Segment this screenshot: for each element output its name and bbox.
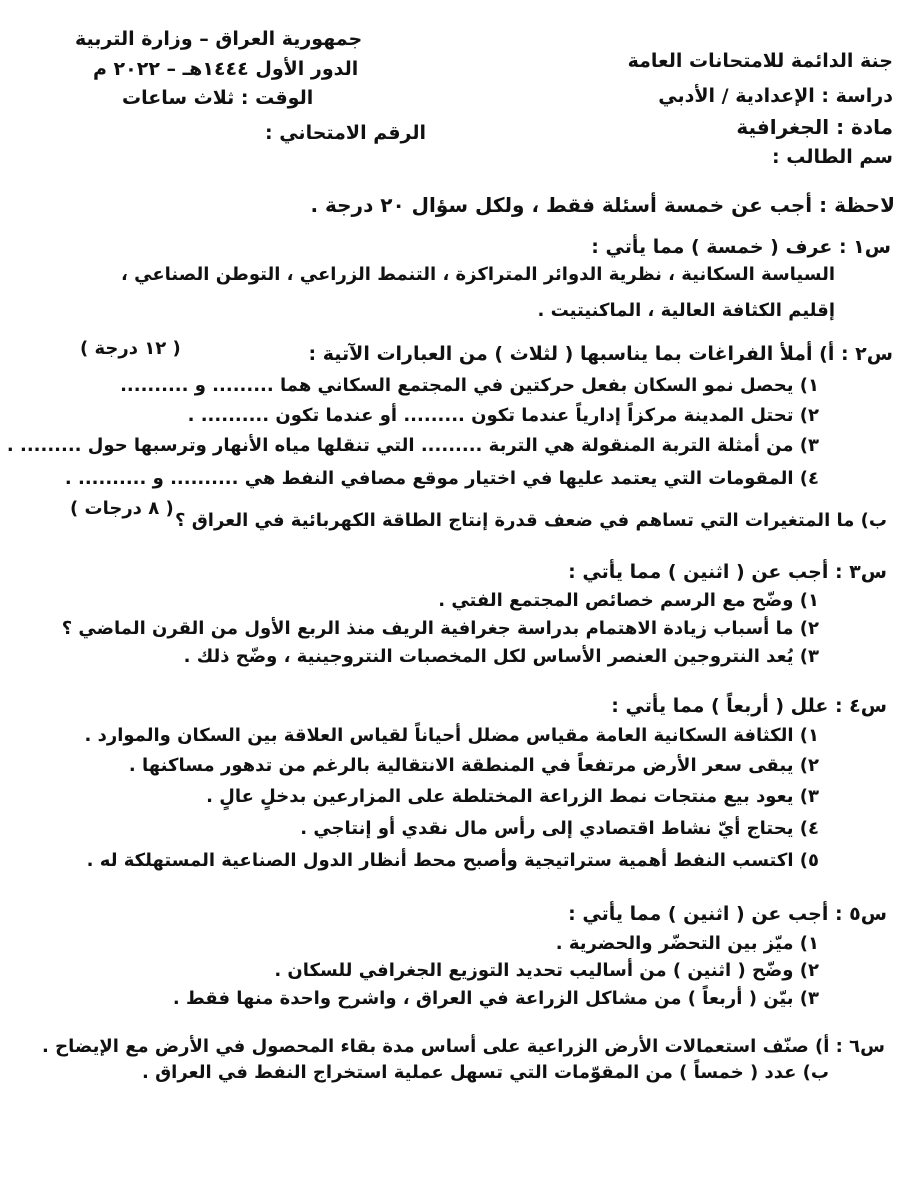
q2-grade-b: ( ٨ درجات ) [70, 498, 174, 519]
q4-item-5: ٥) اكتسب النفط أهمية ستراتيجية وأصبح محط أنظار الدول الصناعية المستهلكة له . [86, 850, 819, 871]
exam-note: لاحظة : أجب عن خمسة أسئلة فقط ، ولكل سؤال ٢٠ درجة . [310, 193, 895, 217]
q2-item-1: ١) يحصل نمو السكان بفعل حركتين في المجتمع السكاني هما ......... و .......... [120, 375, 819, 396]
q2-part-b: ب) ما المتغيرات التي تساهم في ضعف قدرة إنتاج الطاقة الكهربائية في العراق ؟ [174, 510, 887, 531]
q5-item-3: ٣) بيّن ( أربعاً ) من مشاكل الزراعة في العراق ، واشرح واحدة منها فقط . [172, 988, 819, 1009]
q3-item-3: ٣) يُعد النتروجين العنصر الأساس لكل المخصبات النتروجينية ، وضّح ذلك . [183, 646, 819, 667]
header-student: سم الطالب : [772, 146, 893, 168]
q2-grade-a: ( ١٢ درجة ) [80, 338, 181, 359]
q4-item-1: ١) الكثافة السكانية العامة مقياس مضلل أحياناً لقياس العلاقة بين السكان والموارد . [84, 725, 819, 746]
q5-item-1: ١) ميّز بين التحضّر والحضرية . [555, 933, 819, 954]
header-study: دراسة : الإعدادية / الأدبي [658, 85, 893, 107]
q1-line-1: السياسة السكانية ، نظرية الدوائر المتراكزة ، التنمط الزراعي ، التوطن الصناعي ، [121, 264, 835, 285]
q3-item-2: ٢) ما أسباب زيادة الاهتمام بدراسة جغرافية الريف منذ الربع الأول من القرن الماضي ؟ [61, 618, 819, 639]
q2-item-3: ٣) من أمثلة التربة المنقولة هي التربة ......... التي تنقلها مياه الأنهار وترسبها حول ......... . [6, 435, 819, 456]
header-committee: جنة الدائمة للامتحانات العامة [627, 50, 893, 72]
q6-item-a: س٦ : أ) صنّف استعمالات الأرض الزراعية على أساس مدة بقاء المحصول في الأرض مع الإيضاح . [42, 1036, 885, 1057]
q4-item-4: ٤) يحتاج أيّ نشاط اقتصادي إلى رأس مال نقدي أو إنتاجي . [300, 818, 819, 839]
q2-stem: س٢ : أ) أملأ الفراغات بما يناسبها ( لثلاث ) من العبارات الآتية : [308, 343, 893, 365]
q4-stem: س٤ : علل ( أربعاً ) مما يأتي : [611, 695, 887, 717]
q4-item-2: ٢) يبقى سعر الأرض مرتفعاً في المنطقة الانتقالية بالرغم من تدهور مساكنها . [128, 755, 819, 776]
q1-stem: س١ : عرف ( خمسة ) مما يأتي : [591, 236, 891, 258]
header-round-year: الدور الأول ١٤٤٤هـ – ٢٠٢٢ م [93, 58, 359, 80]
q1-line-2: إقليم الكثافة العالية ، الماكنيتيت . [537, 300, 835, 321]
header-republic-ministry: جمهورية العراق – وزارة التربية [75, 28, 363, 50]
q5-item-2: ٢) وضّح ( اثنين ) من أساليب تحديد التوزيع الجغرافي للسكان . [274, 960, 819, 981]
q2-item-2: ٢) تحتل المدينة مركزاً إدارياً عندما تكون ......... أو عندما تكون .......... . [187, 405, 819, 426]
q3-item-1: ١) وضّح مع الرسم خصائص المجتمع الفتي . [438, 590, 819, 611]
q4-item-3: ٣) يعود بيع منتجات نمط الزراعة المختلطة على المزارعين بدخلٍ عالٍ . [206, 786, 819, 807]
header-time: الوقت : ثلاث ساعات [122, 87, 314, 109]
q5-stem: س٥ : أجب عن ( اثنين ) مما يأتي : [568, 903, 887, 925]
q3-stem: س٣ : أجب عن ( اثنين ) مما يأتي : [568, 561, 887, 583]
q2-item-4: ٤) المقومات التي يعتمد عليها في اختيار موقع مصافي النفط هي .......... و .......... . [64, 468, 819, 489]
header-subject: مادة : الجغرافية [736, 115, 893, 139]
header-exam-number: الرقم الامتحاني : [265, 122, 426, 144]
q6-item-b: ب) عدد ( خمساً ) من المقوّمات التي تسهل عملية استخراج النفط في العراق . [141, 1062, 829, 1083]
